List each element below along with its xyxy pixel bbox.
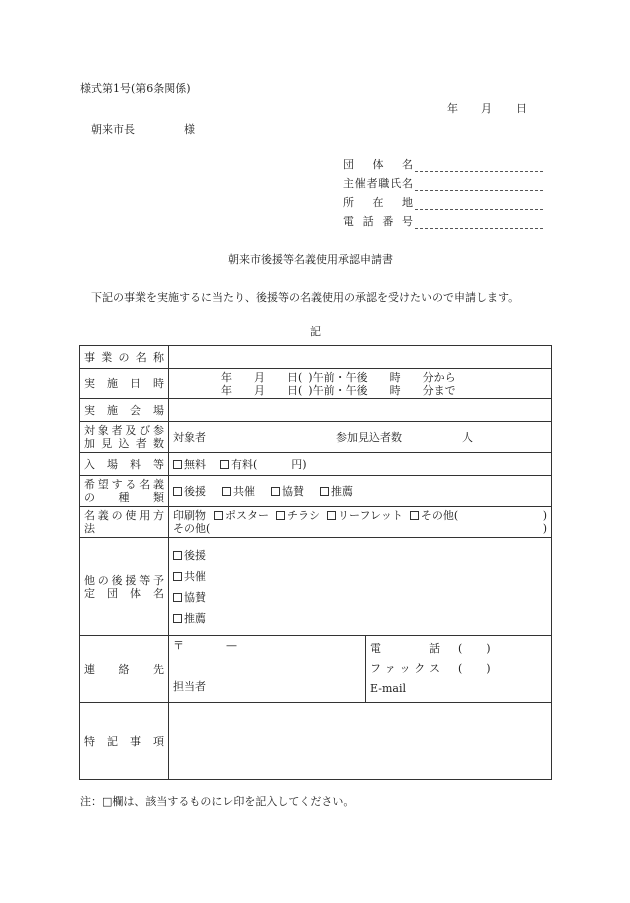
event-date-field[interactable]: 年 月 日( )午前・午後 時 分から 年 月 日( )午前・午後 時 分まで [169, 369, 552, 399]
fee-paid-checkbox[interactable] [220, 460, 229, 469]
applicant-org [343, 156, 543, 172]
other-method-checkbox[interactable] [410, 511, 419, 520]
honorific: 様 [184, 123, 195, 136]
notes-field[interactable] [169, 703, 552, 780]
other-koen-checkbox[interactable] [173, 551, 182, 560]
expected-label: 参加見込者数 [336, 430, 402, 444]
kyosan-checkbox[interactable] [271, 487, 280, 496]
other-suisen-checkbox[interactable] [173, 614, 182, 623]
form-number: 様式第1号(第6条関係) [80, 82, 191, 95]
poster-checkbox[interactable] [214, 511, 223, 520]
ki-label: 記 [310, 325, 321, 338]
org-name-field[interactable] [415, 159, 543, 172]
applicant-address [343, 194, 543, 210]
intro-text: 下記の事業を実施するに当たり、後援等の名義使用の承認を受けたいので申請します。 [91, 291, 520, 304]
organizer-label: 主催者職氏名 [343, 177, 413, 190]
applicant-phone [343, 213, 543, 229]
address-label: 所 在 地 [343, 196, 413, 209]
row-other-orgs: 他の後援等予 定 団 体 名 後援 共催 協賛 推薦 [80, 538, 552, 636]
koen-checkbox[interactable] [173, 487, 182, 496]
fee-free-checkbox[interactable] [173, 460, 182, 469]
phone-label: 電 話 番 号 [343, 215, 413, 228]
people-unit: 人 [462, 430, 473, 444]
address-field[interactable] [415, 197, 543, 210]
row-desired: 希望する名義 の 種 類 後援 共催 協賛 推薦 [80, 476, 552, 507]
row-notes [80, 703, 552, 780]
flyer-checkbox[interactable] [276, 511, 285, 520]
venue-label: 実 施 会 場 [84, 403, 164, 417]
organizer-field[interactable] [415, 178, 543, 191]
row-contact: 連 絡 先 〒 — 担当者 電 話 ( ) ファックス ( ) E-mail [80, 636, 552, 703]
notes-label: 特 記 事 項 [84, 734, 164, 748]
date-day: 日 [516, 102, 527, 115]
row-target: 対象者及び参 加見込者数 対象者 参加見込者数 人 [80, 422, 552, 453]
applicant-organizer [343, 175, 543, 191]
date-year: 年 [447, 102, 458, 115]
target-field[interactable] [169, 422, 552, 453]
event-date-label: 実 施 日 時 [84, 377, 164, 390]
addressee: 朝来市長 [91, 123, 135, 136]
kyosai-checkbox[interactable] [222, 487, 231, 496]
row-venue [80, 399, 552, 422]
footnote: 注：□欄は、該当するものにレ印を記入してください。 [80, 795, 355, 808]
row-event-name [80, 346, 552, 369]
document-title: 朝来市後援等名義使用承認申請書 [228, 253, 393, 266]
phone-field[interactable] [415, 216, 543, 229]
other-kyosai-checkbox[interactable] [173, 572, 182, 581]
row-method: 名義の使用方 法 印刷物 ポスター チラシ リーフレット その他( ) その他( ) [80, 507, 552, 538]
row-event-date [80, 369, 552, 399]
date-month: 月 [481, 102, 492, 115]
application-table [79, 345, 552, 780]
leaflet-checkbox[interactable] [327, 511, 336, 520]
suisen-checkbox[interactable] [320, 487, 329, 496]
venue-field[interactable] [169, 399, 552, 422]
target-label: 対象者 [173, 430, 206, 444]
event-name-label: 事業の名称 [84, 350, 164, 364]
row-fee: 入 場 料 等 無料 有料( 円) [80, 453, 552, 476]
event-name-field[interactable] [169, 346, 552, 369]
contact-label: 連 絡 先 [84, 662, 164, 676]
other-kyosan-checkbox[interactable] [173, 593, 182, 602]
org-name-label: 団 体 名 [343, 158, 413, 171]
fee-label: 入 場 料 等 [84, 457, 164, 471]
